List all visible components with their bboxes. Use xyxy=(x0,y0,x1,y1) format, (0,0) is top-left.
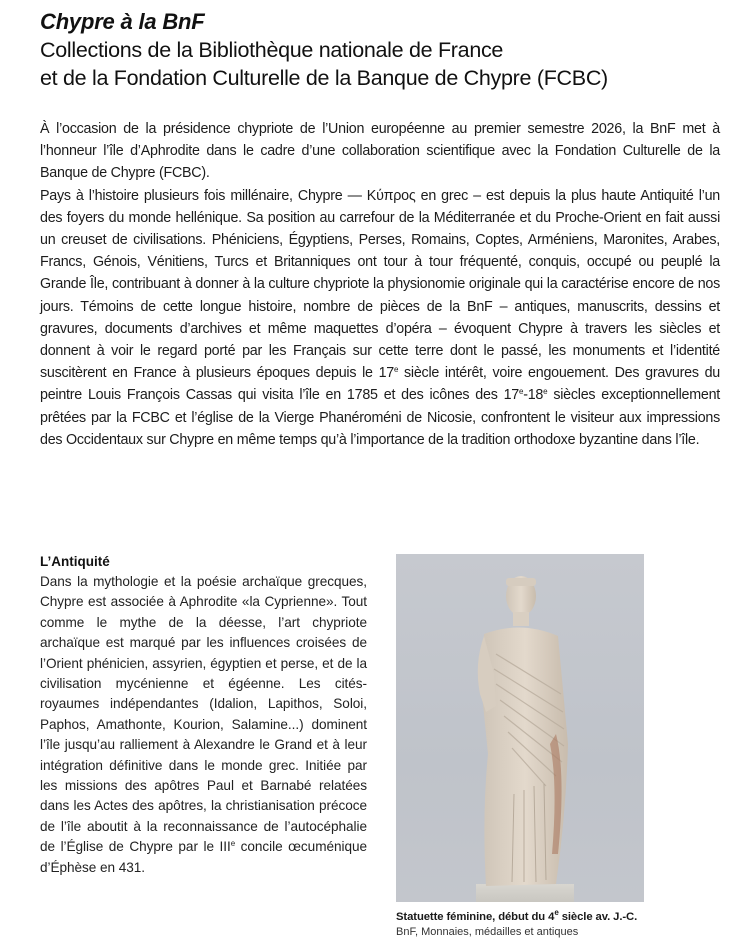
page-title-line-2: et de la Fondation Culturelle de la Banque de Chypre (FCBC) xyxy=(40,66,608,90)
intro-text xyxy=(40,118,720,451)
caption-title-part: Statuette féminine, début du 4 xyxy=(396,911,555,923)
intro-paragraph-2 xyxy=(40,185,720,451)
intro-paragraph-2-part: siècle intérêt, voire engouement. Des gravures du peintre Louis François Cassas qui visita l’île en 1785 et des icônes des 17 xyxy=(40,365,720,404)
ordinal-superscript: e xyxy=(543,387,548,397)
page-title-line-1: Collections de la Bibliothèque nationale de France xyxy=(40,38,504,62)
intro-paragraph-1: À l’occasion de la présidence chypriote de l’Union européenne au premier semestre 2026, la BnF met à l’honneur l’île d’Aphrodite dans le cadre d’une collaboration scientifique avec la Fondation Culturelle de la Banque de Chypre (FCBC). xyxy=(40,121,720,182)
page-header xyxy=(40,8,730,92)
statue-photo xyxy=(396,554,644,902)
statue-illustration-icon xyxy=(396,554,644,902)
caption-title-part: siècle av. J.-C. xyxy=(558,911,638,923)
section-body xyxy=(40,572,367,878)
section-body-part: concile œcuménique d’Éphèse en 431. xyxy=(40,839,367,875)
section-body-part: Dans la mythologie et la poésie archaïque grecques, Chypre est associée à Aphrodite «la Cyprienne». Tout comme le mythe de la déesse, l’art chypriote archaïque est marqué par les influences croisées de l’Orient phénicien, assyrien, égyptien et perse, et de la civilisation mycénienne et égéenne. Les cités-royaumes indépendantes (Idalion, Lapithos, Soloi, Paphos, Amathonte, Kourion, Salamine...) dominent l’île jusqu’au ralliement à Alexandre le Grand et à leur intégration définitive dans le monde grec. Initiée par les missions des apôtres Paul et Barnabé relatées dans les Actes des apôtres, la christianisation précoce de l’île aboutit à la reconnaissance de l’autocéphalie de l’Église de Chypre par le III xyxy=(40,574,367,855)
ordinal-superscript: e xyxy=(554,908,559,917)
ordinal-superscript: e xyxy=(519,387,524,397)
statue-figure xyxy=(396,554,644,939)
intro-paragraph-2-part: Pays à l’histoire plusieurs fois millénaire, Chypre — Κύπρος en grec – est depuis la plus haute Antiquité l’un des foyers du monde hellénique. Sa position au carrefour de la Méditerranée et du Proche-Orient en fait aussi un creuset de civilisations. Phéniciens, Égyptiens, Perses, Romains, Coptes, Arméniens, Maronites, Arabes, Francs, Génois, Vénitiens, Turcs et Britanniques ont tour à tour fréquenté, conquis, occupé ou peuplé la Grande Île, contribuant à donner à la culture chypriote la physionomie originale qui la caractérise encore de nos jours. Témoins de cette longue histoire, nombre de pièces de la BnF – antiques, manuscrits, dessins et gravures, documents d’archives et même maquettes d’opéra – évoquent Chypre à travers les siècles et donnent à voir le regard porté par les Français sur cette terre dont le passé, les monuments et l’identité suscitèrent en France à plusieurs époques depuis le 17 xyxy=(40,187,720,382)
section-heading: L’Antiquité xyxy=(40,554,110,569)
intro-paragraph-2-part: siècles exceptionnellement prêtées par la FCBC et l’église de la Vierge Phanéroméni de Nicosie, confrontent le visiteur aux impressions des Occidentaux sur Chypre en même temps qu’à l’importance de la tradition orthodoxe byzantine dans l’île. xyxy=(40,387,720,448)
page-kicker: Chypre à la BnF xyxy=(40,9,205,34)
ordinal-superscript: e xyxy=(393,365,399,375)
ordinal-superscript: e xyxy=(230,839,236,849)
figure-caption-title xyxy=(396,910,644,925)
antiquity-section xyxy=(40,552,367,878)
figure-caption-source: BnF, Monnaies, médailles et antiques xyxy=(396,926,579,938)
intro-paragraph-2-part: -18 xyxy=(523,387,544,404)
